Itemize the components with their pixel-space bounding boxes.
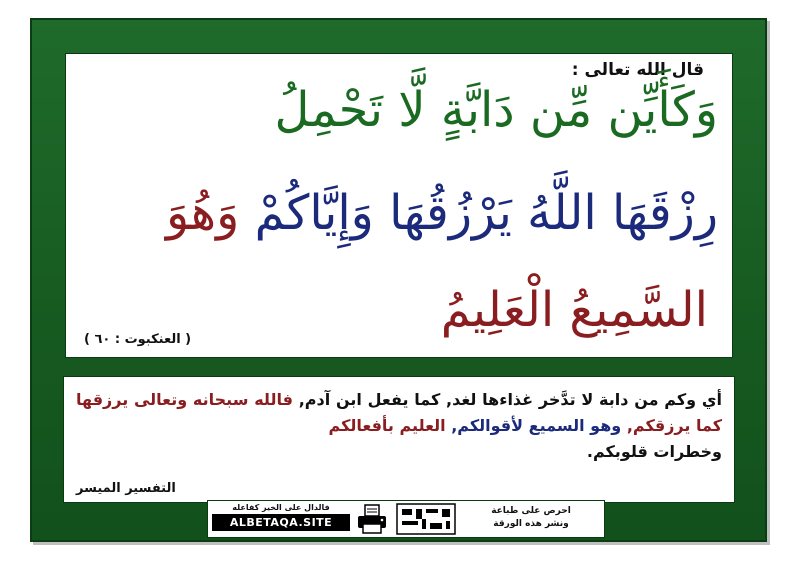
site-caption: فالدال على الخير كفاعله: [232, 503, 330, 512]
verse-line-3: السَّمِيعُ الْعَلِيمُ: [440, 282, 708, 338]
site-block: [212, 503, 350, 535]
footer-tagline: [466, 505, 596, 531]
tafsir-panel: [63, 376, 735, 503]
tafsir-source: التفسير الميسر: [76, 481, 176, 496]
tagline-line-2: ونشر هذه الورقة: [493, 519, 569, 529]
site-link[interactable]: ALBETAQA.SITE: [212, 514, 350, 531]
tagline-line-1: احرص على طباعة: [491, 506, 571, 516]
surah-reference: ( العنكبوت : ٦٠ ): [84, 332, 192, 347]
tafsir-part-2: فالله سبحانه وتعالى يرزقها كما يرزقكم,: [76, 390, 722, 435]
printer-icon: [356, 504, 388, 534]
tafsir-part-4: العليم بأفعالكم: [328, 416, 446, 435]
tafsir-part-3: وهو السميع لأقوالكم,: [451, 416, 622, 435]
verse-panel: [65, 53, 733, 358]
tafsir-part-5: وخطرات قلوبكم.: [586, 442, 722, 461]
verse-line-2-main: رِزْقَهَا اللَّهُ يَرْزُقُهَا وَإِيَّاكُمْ: [254, 185, 718, 241]
logo-icon: [396, 503, 456, 535]
tafsir-part-1: أي وكم من دابة لا تدَّخر غذاءها لغد, كما يفعل ابن آدم,: [298, 390, 723, 409]
verse-line-2: [166, 185, 718, 241]
verse-intro: قال الله تعالى :: [571, 60, 704, 80]
verse-line-1: وَكَأَيِّن مِّن دَابَّةٍ لَّا تَحْمِلُ: [274, 82, 718, 138]
verse-line-2-end: وَهُوَ: [166, 185, 240, 241]
footer-bar: [207, 500, 605, 538]
tafsir-text: [76, 387, 722, 465]
